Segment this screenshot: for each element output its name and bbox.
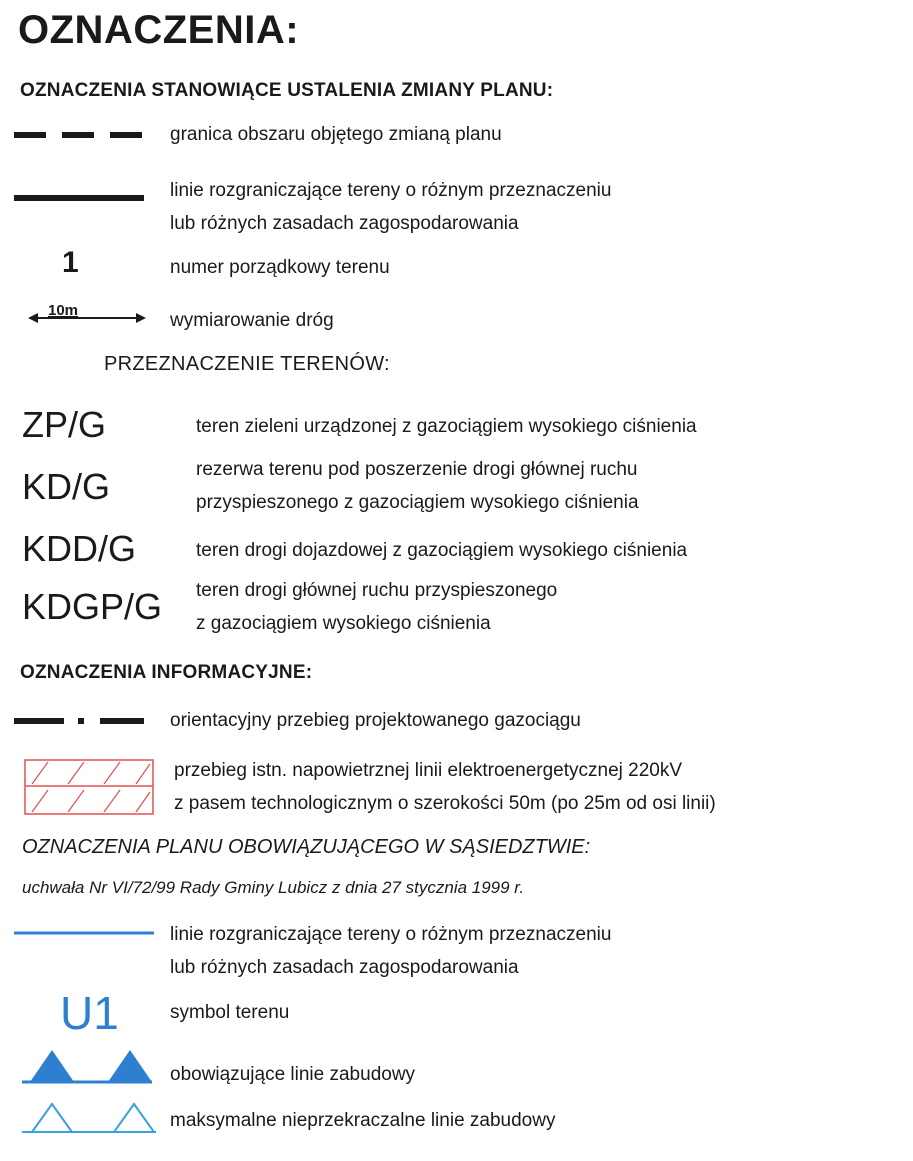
- neighbor-item-3-label: obowiązujące linie zabudowy: [170, 1064, 416, 1085]
- plan-item-3-symbol: 1: [62, 246, 79, 279]
- land-item-4-label-1: teren drogi głównej ruchu przyspieszonego: [196, 580, 558, 601]
- filled-triangle-building-line-symbol: [22, 1046, 152, 1086]
- power-line-corridor-hatch-symbol: [24, 758, 154, 818]
- legend-title: OZNACZENIA:: [18, 8, 300, 52]
- land-code-zpg: ZP/G: [22, 404, 107, 445]
- neighbor-item-1-label-1: linie rozgraniczające tereny o różnym przeznaczeniu: [170, 924, 612, 945]
- neighbor-item-4-label: maksymalne nieprzekraczalne linie zabudowy: [170, 1110, 556, 1131]
- plan-item-2-label-1: linie rozgraniczające tereny o różnym przeznaczeniu: [170, 180, 612, 201]
- info-item-1-label: orientacyjny przebieg projektowanego gazociągu: [170, 710, 581, 731]
- neighbor-item-1-label-2: lub różnych zasadach zagospodarowania: [170, 957, 519, 978]
- section-heading-neighbor-plan: OZNACZENIA PLANU OBOWIĄZUJĄCEGO W SĄSIEDZTWIE:: [22, 836, 591, 858]
- land-item-2-label-2: przyspieszonego z gazociągiem wysokiego ciśnienia: [196, 492, 639, 513]
- section-heading-plan: OZNACZENIA STANOWIĄCE USTALENIA ZMIANY PLANU:: [20, 80, 554, 101]
- section-heading-land-use: PRZEZNACZENIE TERENÓW:: [104, 353, 390, 375]
- land-code-kdg: KD/G: [22, 466, 111, 507]
- dash-dot-gas-line-symbol: [14, 714, 144, 728]
- outline-triangle-building-line-symbol: [22, 1098, 156, 1138]
- plan-item-1-label: granica obszaru objętego zmianą planu: [170, 124, 502, 145]
- land-code-kdgpg: KDGP/G: [22, 586, 163, 627]
- section-heading-informational: OZNACZENIA INFORMACYJNE:: [20, 662, 313, 683]
- land-code-kddg: KDD/G: [22, 528, 137, 569]
- road-dimension-arrow-symbol: [28, 296, 146, 330]
- neighbor-item-2-label: symbol terenu: [170, 1002, 290, 1023]
- blue-boundary-line-symbol: [14, 930, 154, 936]
- plan-item-3-label: numer porządkowy terenu: [170, 257, 390, 278]
- plan-item-4-symbol: 10m: [48, 302, 79, 319]
- solid-boundary-line-symbol: [14, 193, 144, 203]
- neighbor-symbol-u1: U1: [60, 987, 119, 1039]
- plan-item-2-label-2: lub różnych zasadach zagospodarowania: [170, 213, 519, 234]
- land-item-3-label: teren drogi dojazdowej z gazociągiem wysokiego ciśnienia: [196, 540, 688, 561]
- dashed-boundary-line-symbol: [14, 128, 144, 142]
- land-item-1-label: teren zieleni urządzonej z gazociągiem wysokiego ciśnienia: [196, 416, 697, 437]
- info-item-2-label-1: przebieg istn. napowietrznej linii elektroenergetycznej 220kV: [174, 760, 683, 781]
- land-item-4-label-2: z gazociągiem wysokiego ciśnienia: [196, 613, 491, 634]
- neighbor-resolution-text: uchwała Nr VI/72/99 Rady Gminy Lubicz z dnia 27 stycznia 1999 r.: [22, 878, 525, 897]
- info-item-2-label-2: z pasem technologicznym o szerokości 50m (po 25m od osi linii): [174, 793, 716, 814]
- plan-item-4-label: wymiarowanie dróg: [170, 310, 334, 331]
- land-item-2-label-1: rezerwa terenu pod poszerzenie drogi głównej ruchu: [196, 459, 638, 480]
